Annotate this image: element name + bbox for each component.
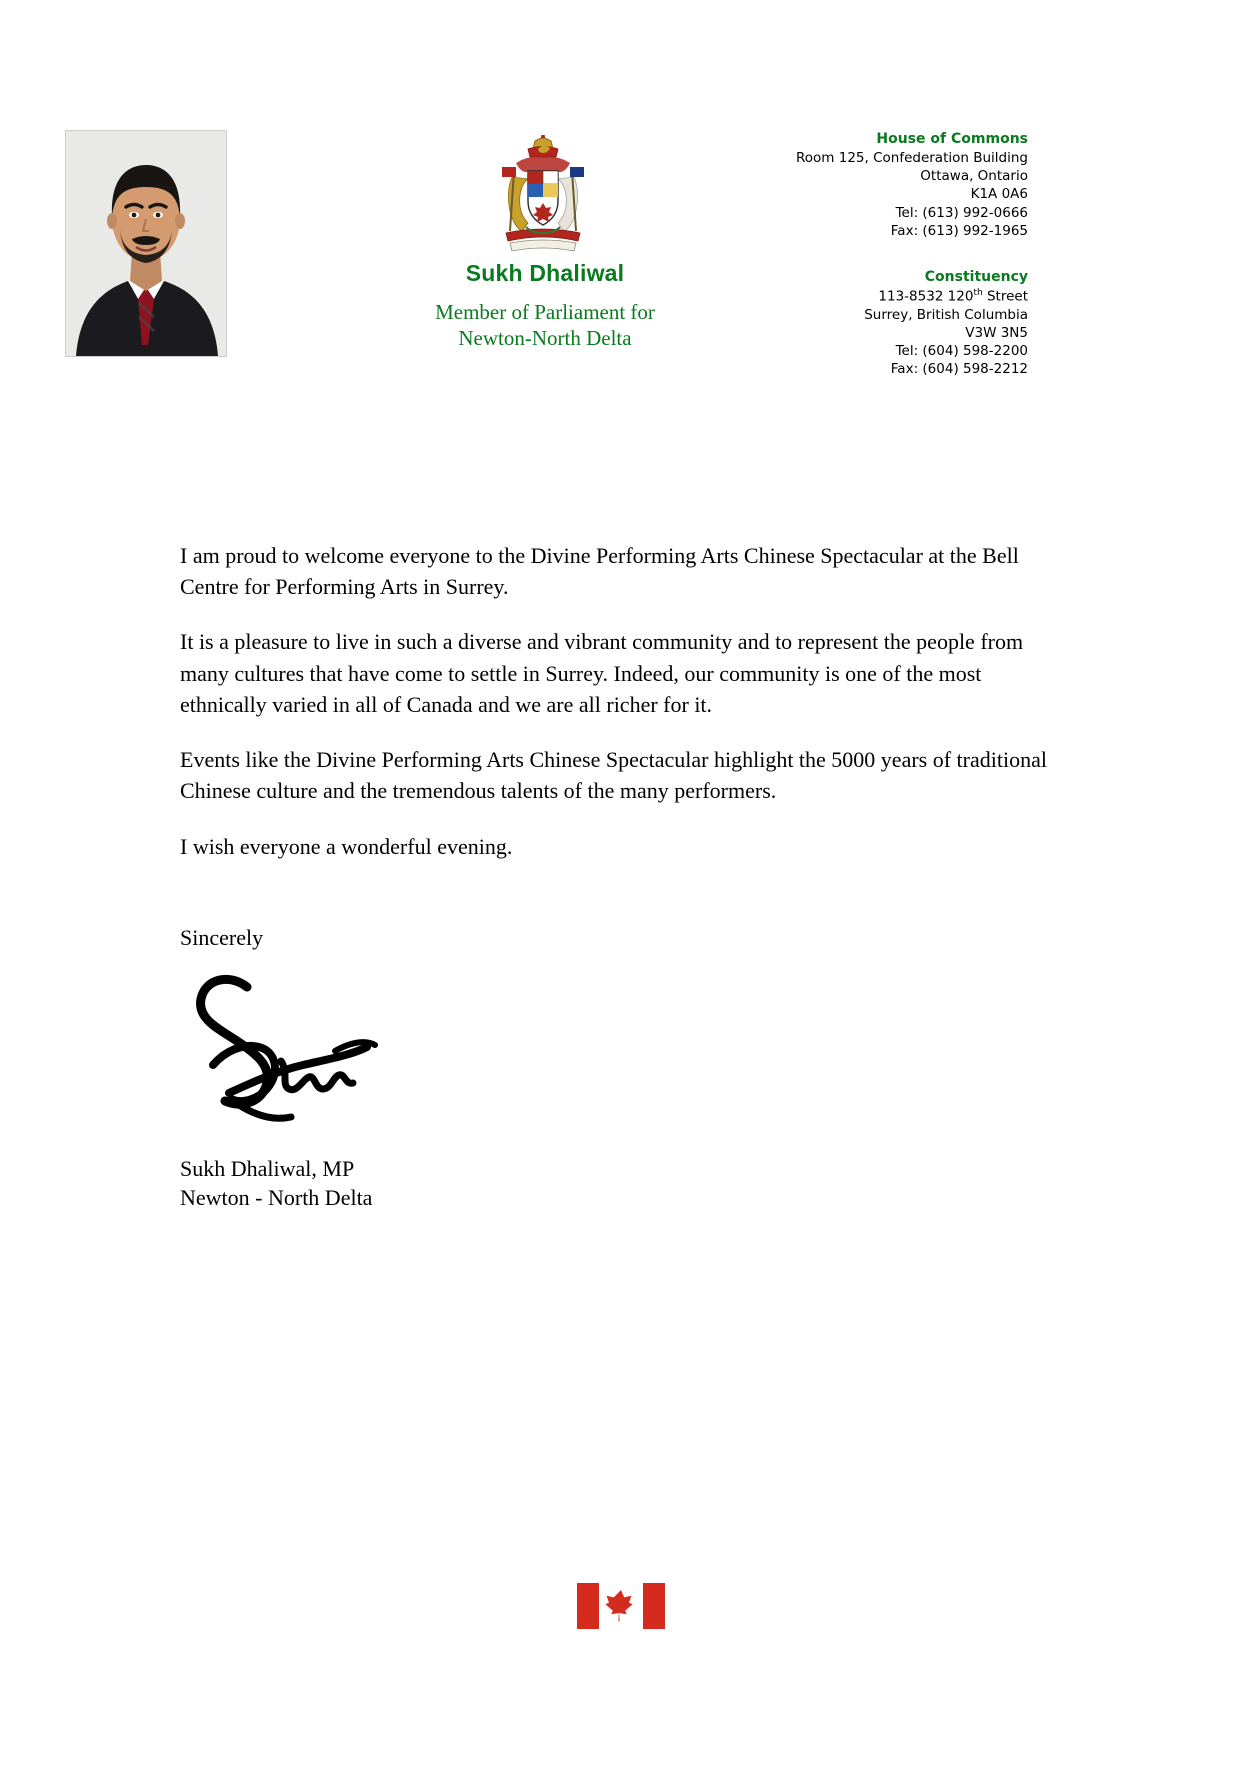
mp-name: Sukh Dhaliwal bbox=[465, 260, 625, 286]
address-line: K1A 0A6 bbox=[970, 186, 1028, 203]
letter-body bbox=[180, 540, 1060, 886]
fax-line: Fax: (604) 598-2212 bbox=[890, 361, 1028, 378]
letter-paragraph: I wish everyone a wonderful evening. bbox=[180, 833, 513, 859]
mp-title-line-2: Newton-North Delta bbox=[458, 326, 632, 351]
signer-riding: Newton - North Delta bbox=[180, 1184, 373, 1210]
letter-paragraph: It is a pleasure to live in such a diverse and vibrant community and to represent the people from many cultures that have come to settle in Surrey. Indeed, our community is one of the most ethnically varied in all of Canada and we are all richer for it. bbox=[180, 629, 1024, 717]
address-line: Room 125, Confederation Building bbox=[796, 149, 1028, 166]
office-heading: Constituency bbox=[924, 268, 1028, 285]
office-heading: House of Commons bbox=[876, 131, 1028, 147]
letterhead bbox=[0, 130, 1241, 380]
street-ordinal-suffix: th bbox=[973, 287, 983, 298]
mp-title bbox=[330, 299, 760, 352]
fax-line: Fax: (613) 992-1965 bbox=[890, 222, 1028, 239]
address-line: V3W 3N5 bbox=[965, 324, 1028, 341]
street-number: 113-8532 120 bbox=[878, 288, 974, 305]
mp-name-block bbox=[330, 260, 760, 352]
phone-line: Tel: (604) 598-2200 bbox=[895, 343, 1028, 360]
office-constituency bbox=[698, 268, 1028, 378]
address-line bbox=[698, 287, 1028, 306]
signer-name: Sukh Dhaliwal, MP bbox=[180, 1156, 355, 1181]
office-house-of-commons bbox=[698, 130, 1028, 240]
letter-paragraph: I am proud to welcome everyone to the Divine Performing Arts Chinese Spectacular at the Bell Centre for Performing Arts in Surrey. bbox=[180, 543, 1019, 600]
phone-line: Tel: (613) 992-0666 bbox=[895, 204, 1028, 221]
handwritten-signature bbox=[185, 965, 415, 1150]
address-line: Surrey, British Columbia bbox=[864, 306, 1028, 323]
address-line: Ottawa, Ontario bbox=[920, 168, 1028, 185]
letter-paragraph: Events like the Divine Performing Arts Chinese Spectacular highlight the 5000 years of traditional Chinese culture and the tremendous talents of the many performers. bbox=[180, 747, 1047, 804]
canadian-coat-of-arms-icon bbox=[498, 135, 588, 255]
canadian-flag-icon bbox=[577, 1583, 665, 1629]
signer-block bbox=[180, 1155, 372, 1212]
closing-salutation: Sincerely bbox=[180, 925, 264, 950]
street-word: Street bbox=[982, 288, 1028, 305]
mp-title-line-1: Member of Parliament for bbox=[435, 300, 655, 324]
contact-addresses bbox=[698, 130, 1028, 378]
mp-portrait-photo bbox=[65, 130, 227, 357]
